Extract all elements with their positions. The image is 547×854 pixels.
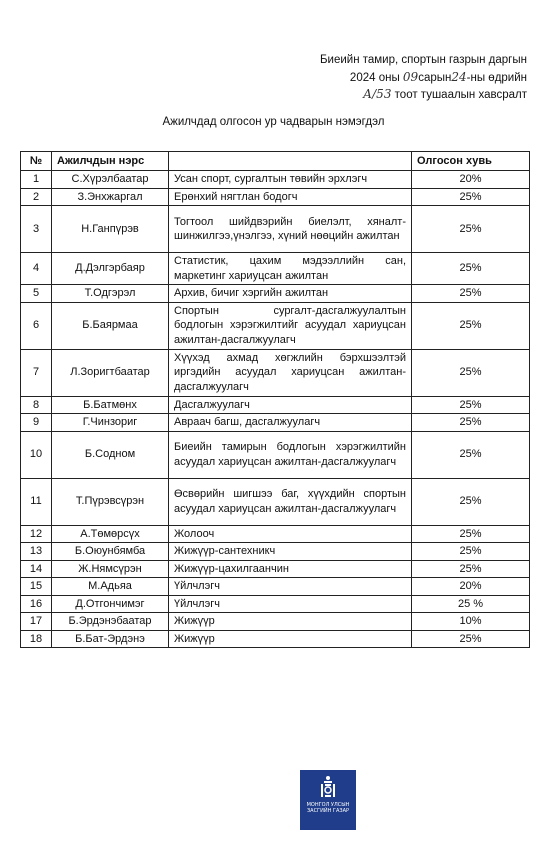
table-row (21, 206, 530, 253)
header-line-3 (267, 86, 527, 104)
table-row (21, 525, 530, 543)
employee-position: Үйлчлэгч (169, 595, 412, 613)
bonus-table (20, 151, 530, 648)
employee-name: С.Хүрэлбаатар (52, 171, 169, 189)
row-number: 18 (21, 630, 52, 648)
bonus-percent: 25% (412, 285, 530, 303)
bonus-percent: 25% (412, 414, 530, 432)
table-header-row (21, 152, 530, 171)
seal-line-2: ЗАСГИЙН ГАЗАР (306, 808, 350, 814)
table-row (21, 613, 530, 631)
header-month-label: сарын (418, 71, 452, 84)
employee-position: Тогтоол шийдвэрийн биелэлт, хяналт-шинжилгээ,үнэлгээ, хүний нөөцийн ажилтан (169, 206, 412, 253)
row-number: 10 (21, 431, 52, 478)
table-row (21, 543, 530, 561)
employee-position: Спортын сургалт-дасгалжуулалтын бодлогын хэрэгжилтийг асуудал хариуцсан ажилтан-дасгалжуулагч (169, 302, 412, 349)
employee-position: Ерөнхий нягтлан бодогч (169, 188, 412, 206)
seal-text (300, 802, 356, 814)
table-row (21, 253, 530, 285)
row-number: 3 (21, 206, 52, 253)
row-number: 16 (21, 595, 52, 613)
header-day-label: -ны өдрийн (466, 71, 527, 84)
bonus-percent: 25% (412, 349, 530, 396)
employee-position: Хүүхэд ахмад хөгжлийн бэрхшээлтэй иргэдийн асуудал хариуцсан ажилтан-дасгалжуулагч (169, 349, 412, 396)
document-title: Ажилчдад олгосон ур чадварын нэмэгдэл (162, 116, 385, 128)
bonus-percent: 25% (412, 560, 530, 578)
employee-name: Б.Оюунбямба (52, 543, 169, 561)
row-number: 17 (21, 613, 52, 631)
table-row (21, 396, 530, 414)
employee-name: Б.Содном (52, 431, 169, 478)
row-number: 12 (21, 525, 52, 543)
table-row (21, 431, 530, 478)
employee-position: Жижүүр-цахилгаанчин (169, 560, 412, 578)
bonus-percent: 25% (412, 396, 530, 414)
employee-name: Б.Баярмаа (52, 302, 169, 349)
header-line-3-text: тоот тушаалын хавсралт (394, 89, 527, 101)
bonus-percent: 25% (412, 630, 530, 648)
bonus-percent: 25 % (412, 595, 530, 613)
row-number: 4 (21, 253, 52, 285)
column-header-name: Ажилчдын нэрс (52, 152, 169, 171)
header-year: 2024 оны (349, 71, 400, 84)
header-line-1: Биеийн тамир, спортын газрын даргын (319, 54, 527, 66)
column-header-percent: Олгосон хувь (412, 152, 530, 171)
table-row (21, 188, 530, 206)
bonus-percent: 20% (412, 578, 530, 596)
table-row (21, 560, 530, 578)
employee-position: Жолооч (169, 525, 412, 543)
employee-position: Авраач багш, дасгалжуулагч (169, 414, 412, 432)
table-row (21, 302, 530, 349)
employee-name: Б.Батмөнх (52, 396, 169, 414)
bonus-percent: 25% (412, 302, 530, 349)
employee-position: Статистик, цахим мэдээллийн сан, маркетинг хариуцсан ажилтан (169, 253, 412, 285)
bonus-percent: 25% (412, 206, 530, 253)
bonus-percent: 20% (412, 171, 530, 189)
seal-line-1: МОНГОЛ УЛСЫН (306, 802, 350, 808)
employee-position: Өсвөрийн шигшээ баг, хүүхдийн спортын асуудал хариуцсан ажилтан-дасгалжуулагч (169, 478, 412, 525)
table-row (21, 595, 530, 613)
employee-name: М.Адьяа (52, 578, 169, 596)
bonus-percent: 25% (412, 253, 530, 285)
employee-name: Б.Бат-Эрдэнэ (52, 630, 169, 648)
bonus-percent: 25% (412, 188, 530, 206)
bonus-percent: 10% (412, 613, 530, 631)
table-row (21, 349, 530, 396)
row-number: 9 (21, 414, 52, 432)
header-line-2 (267, 69, 527, 87)
government-seal (300, 770, 356, 830)
row-number: 1 (21, 171, 52, 189)
table-row (21, 478, 530, 525)
employee-name: Б.Эрдэнэбаатар (52, 613, 169, 631)
table-row (21, 578, 530, 596)
soyombo-emblem-icon (317, 775, 339, 799)
header-day-handwritten: 24 (451, 69, 467, 84)
table-row (21, 414, 530, 432)
bonus-percent: 25% (412, 525, 530, 543)
bonus-percent: 25% (412, 478, 530, 525)
employee-name: Т.Пүрэвсүрэн (52, 478, 169, 525)
employee-name: Г.Чинзориг (52, 414, 169, 432)
bonus-percent: 25% (412, 431, 530, 478)
row-number: 13 (21, 543, 52, 561)
table-row (21, 171, 530, 189)
header-month-handwritten: 09 (402, 69, 419, 84)
row-number: 11 (21, 478, 52, 525)
employee-position: Архив, бичиг хэргийн ажилтан (169, 285, 412, 303)
row-number: 2 (21, 188, 52, 206)
table-row (21, 285, 530, 303)
employee-position: Жижүүр (169, 613, 412, 631)
header-order-number-handwritten: А/53 (363, 87, 392, 101)
employee-name: Д.Дэлгэрбаяр (52, 253, 169, 285)
row-number: 15 (21, 578, 52, 596)
row-number: 6 (21, 302, 52, 349)
bonus-percent: 25% (412, 543, 530, 561)
employee-position: Жижүүр-сантехникч (169, 543, 412, 561)
employee-name: Д.Отгончимэг (52, 595, 169, 613)
row-number: 7 (21, 349, 52, 396)
employee-position: Үйлчлэгч (169, 578, 412, 596)
employee-name: Т.Одгэрэл (52, 285, 169, 303)
column-header-number: № (21, 152, 52, 171)
row-number: 5 (21, 285, 52, 303)
table-row (21, 630, 530, 648)
employee-position: Жижүүр (169, 630, 412, 648)
employee-name: Н.Ганпүрэв (52, 206, 169, 253)
employee-position: Биеийн тамирын бодлогын хэрэгжилтийн асуудал хариуцсан ажилтан-дасгалжуулагч (169, 431, 412, 478)
employee-name: Ж.Нямсүрэн (52, 560, 169, 578)
document-header (267, 52, 527, 104)
employee-name: З.Энхжаргал (52, 188, 169, 206)
employee-name: Л.Зоригтбаатар (52, 349, 169, 396)
column-header-position (169, 152, 412, 171)
employee-position: Дасгалжуулагч (169, 396, 412, 414)
employee-position: Усан спорт, сургалтын төвийн эрхлэгч (169, 171, 412, 189)
row-number: 8 (21, 396, 52, 414)
row-number: 14 (21, 560, 52, 578)
employee-name: А.Төмөрсүх (52, 525, 169, 543)
